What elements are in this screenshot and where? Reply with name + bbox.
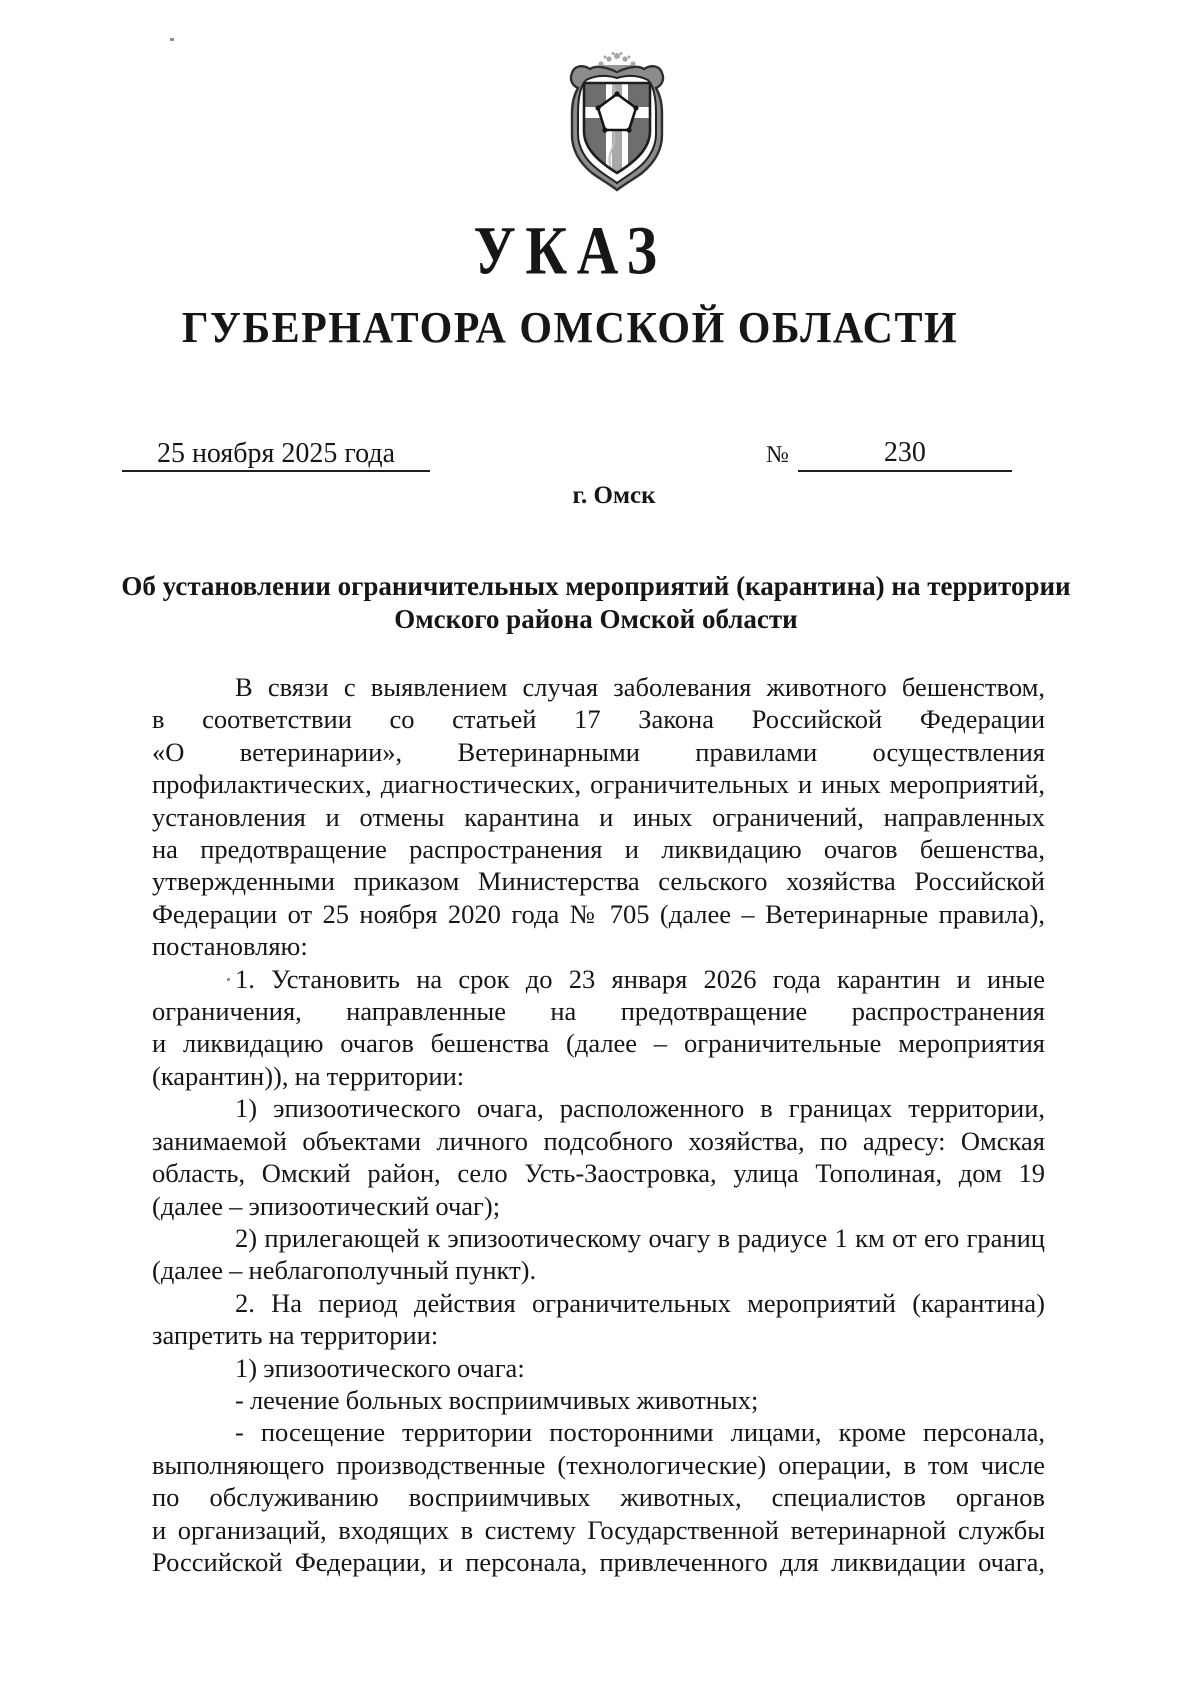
city-label: г. Омск bbox=[572, 482, 656, 509]
header bbox=[0, 212, 1140, 351]
body-line: область, Омский район, село Усть-Заостровка, улица Тополиная, дом 19 bbox=[152, 1158, 1045, 1189]
body-line: запретить на территории: bbox=[152, 1320, 439, 1351]
body-line: постановляю: bbox=[152, 931, 308, 962]
date-text: 25 ноября 2025 года bbox=[156, 438, 396, 469]
date-number-row bbox=[0, 438, 1200, 474]
body-line: Федерации от 25 ноября 2020 года № 705 (далее – Ветеринарные правила), bbox=[152, 898, 1045, 929]
body-line: «О ветеринарии», Ветеринарными правилами осуществления bbox=[152, 736, 1045, 767]
body-line: Российской Федерации, и персонала, привлеченного для ликвидации очага, bbox=[152, 1546, 1045, 1577]
body-line: (карантин)), на территории: bbox=[152, 1060, 465, 1091]
omsk-oblast-coat-of-arms bbox=[556, 50, 678, 194]
date-field bbox=[122, 438, 430, 472]
body-line: профилактических, диагностических, ограничительных и иных мероприятий, bbox=[152, 769, 1045, 800]
body-line: 2) прилегающей к эпизоотическому очагу в радиусе 1 км от его границ bbox=[235, 1222, 1045, 1253]
body-line: ограничения, направленные на предотвращение распространения bbox=[152, 996, 1045, 1027]
body-line: в соответствии со статьей 17 Закона Российской Федерации bbox=[152, 704, 1045, 735]
scan-artifact-dot bbox=[170, 38, 174, 41]
decree-title: УКАЗ bbox=[473, 213, 667, 289]
decree-body bbox=[152, 671, 1045, 1578]
body-line: - лечение больных восприимчивых животных; bbox=[235, 1384, 759, 1415]
body-line: по обслуживанию восприимчивых животных, специалистов органов bbox=[152, 1482, 1045, 1513]
subject-heading bbox=[0, 570, 1196, 636]
subject-line-1: Об установлении ограничительных мероприятий (карантина) на территории bbox=[121, 571, 1071, 601]
body-line: 1. Установить на срок до 23 января 2026 года карантин и иные bbox=[235, 963, 1045, 994]
body-line: 1) эпизоотического очага: bbox=[235, 1352, 525, 1383]
body-line: установления и отмены карантина и иных ограничений, направленных bbox=[152, 801, 1045, 832]
body-line: на предотвращение распространения и ликвидацию очагов бешенства, bbox=[152, 834, 1045, 865]
body-line: (далее – неблагополучный пункт). bbox=[152, 1255, 537, 1286]
body-line: утвержденными приказом Министерства сельского хозяйства Российской bbox=[152, 866, 1045, 897]
number-value: 230 bbox=[883, 437, 926, 468]
body-line: и организаций, входящих в систему Государственной ветеринарной службы bbox=[152, 1514, 1045, 1545]
subject-line-2: Омского района Омской области bbox=[394, 604, 798, 634]
body-line: - посещение территории посторонними лицами, кроме персонала, bbox=[235, 1417, 1045, 1448]
body-line: (далее – эпизоотический очаг); bbox=[152, 1190, 501, 1221]
body-line: 2. На период действия ограничительных мероприятий (карантина) bbox=[235, 1287, 1045, 1318]
body-line: и ликвидацию очагов бешенства (далее – ограничительные мероприятия bbox=[152, 1028, 1045, 1059]
body-line: выполняющего производственные (технологические) операции, в том числе bbox=[152, 1449, 1045, 1480]
coat-of-arms-graphic bbox=[556, 50, 678, 194]
body-line: В связи с выявлением случая заболевания животного бешенством, bbox=[235, 672, 1045, 702]
number-field bbox=[766, 438, 1012, 470]
number-value-line bbox=[798, 438, 1012, 472]
body-line: 1) эпизоотического очага, расположенного в границах территории, bbox=[235, 1093, 1045, 1124]
decree-issuer: ГУБЕРНАТОРА ОМСКОЙ ОБЛАСТИ bbox=[181, 304, 959, 353]
number-sign: № bbox=[766, 442, 789, 468]
body-line: занимаемой объектами личного подсобного хозяйства, по адресу: Омская bbox=[152, 1125, 1045, 1156]
